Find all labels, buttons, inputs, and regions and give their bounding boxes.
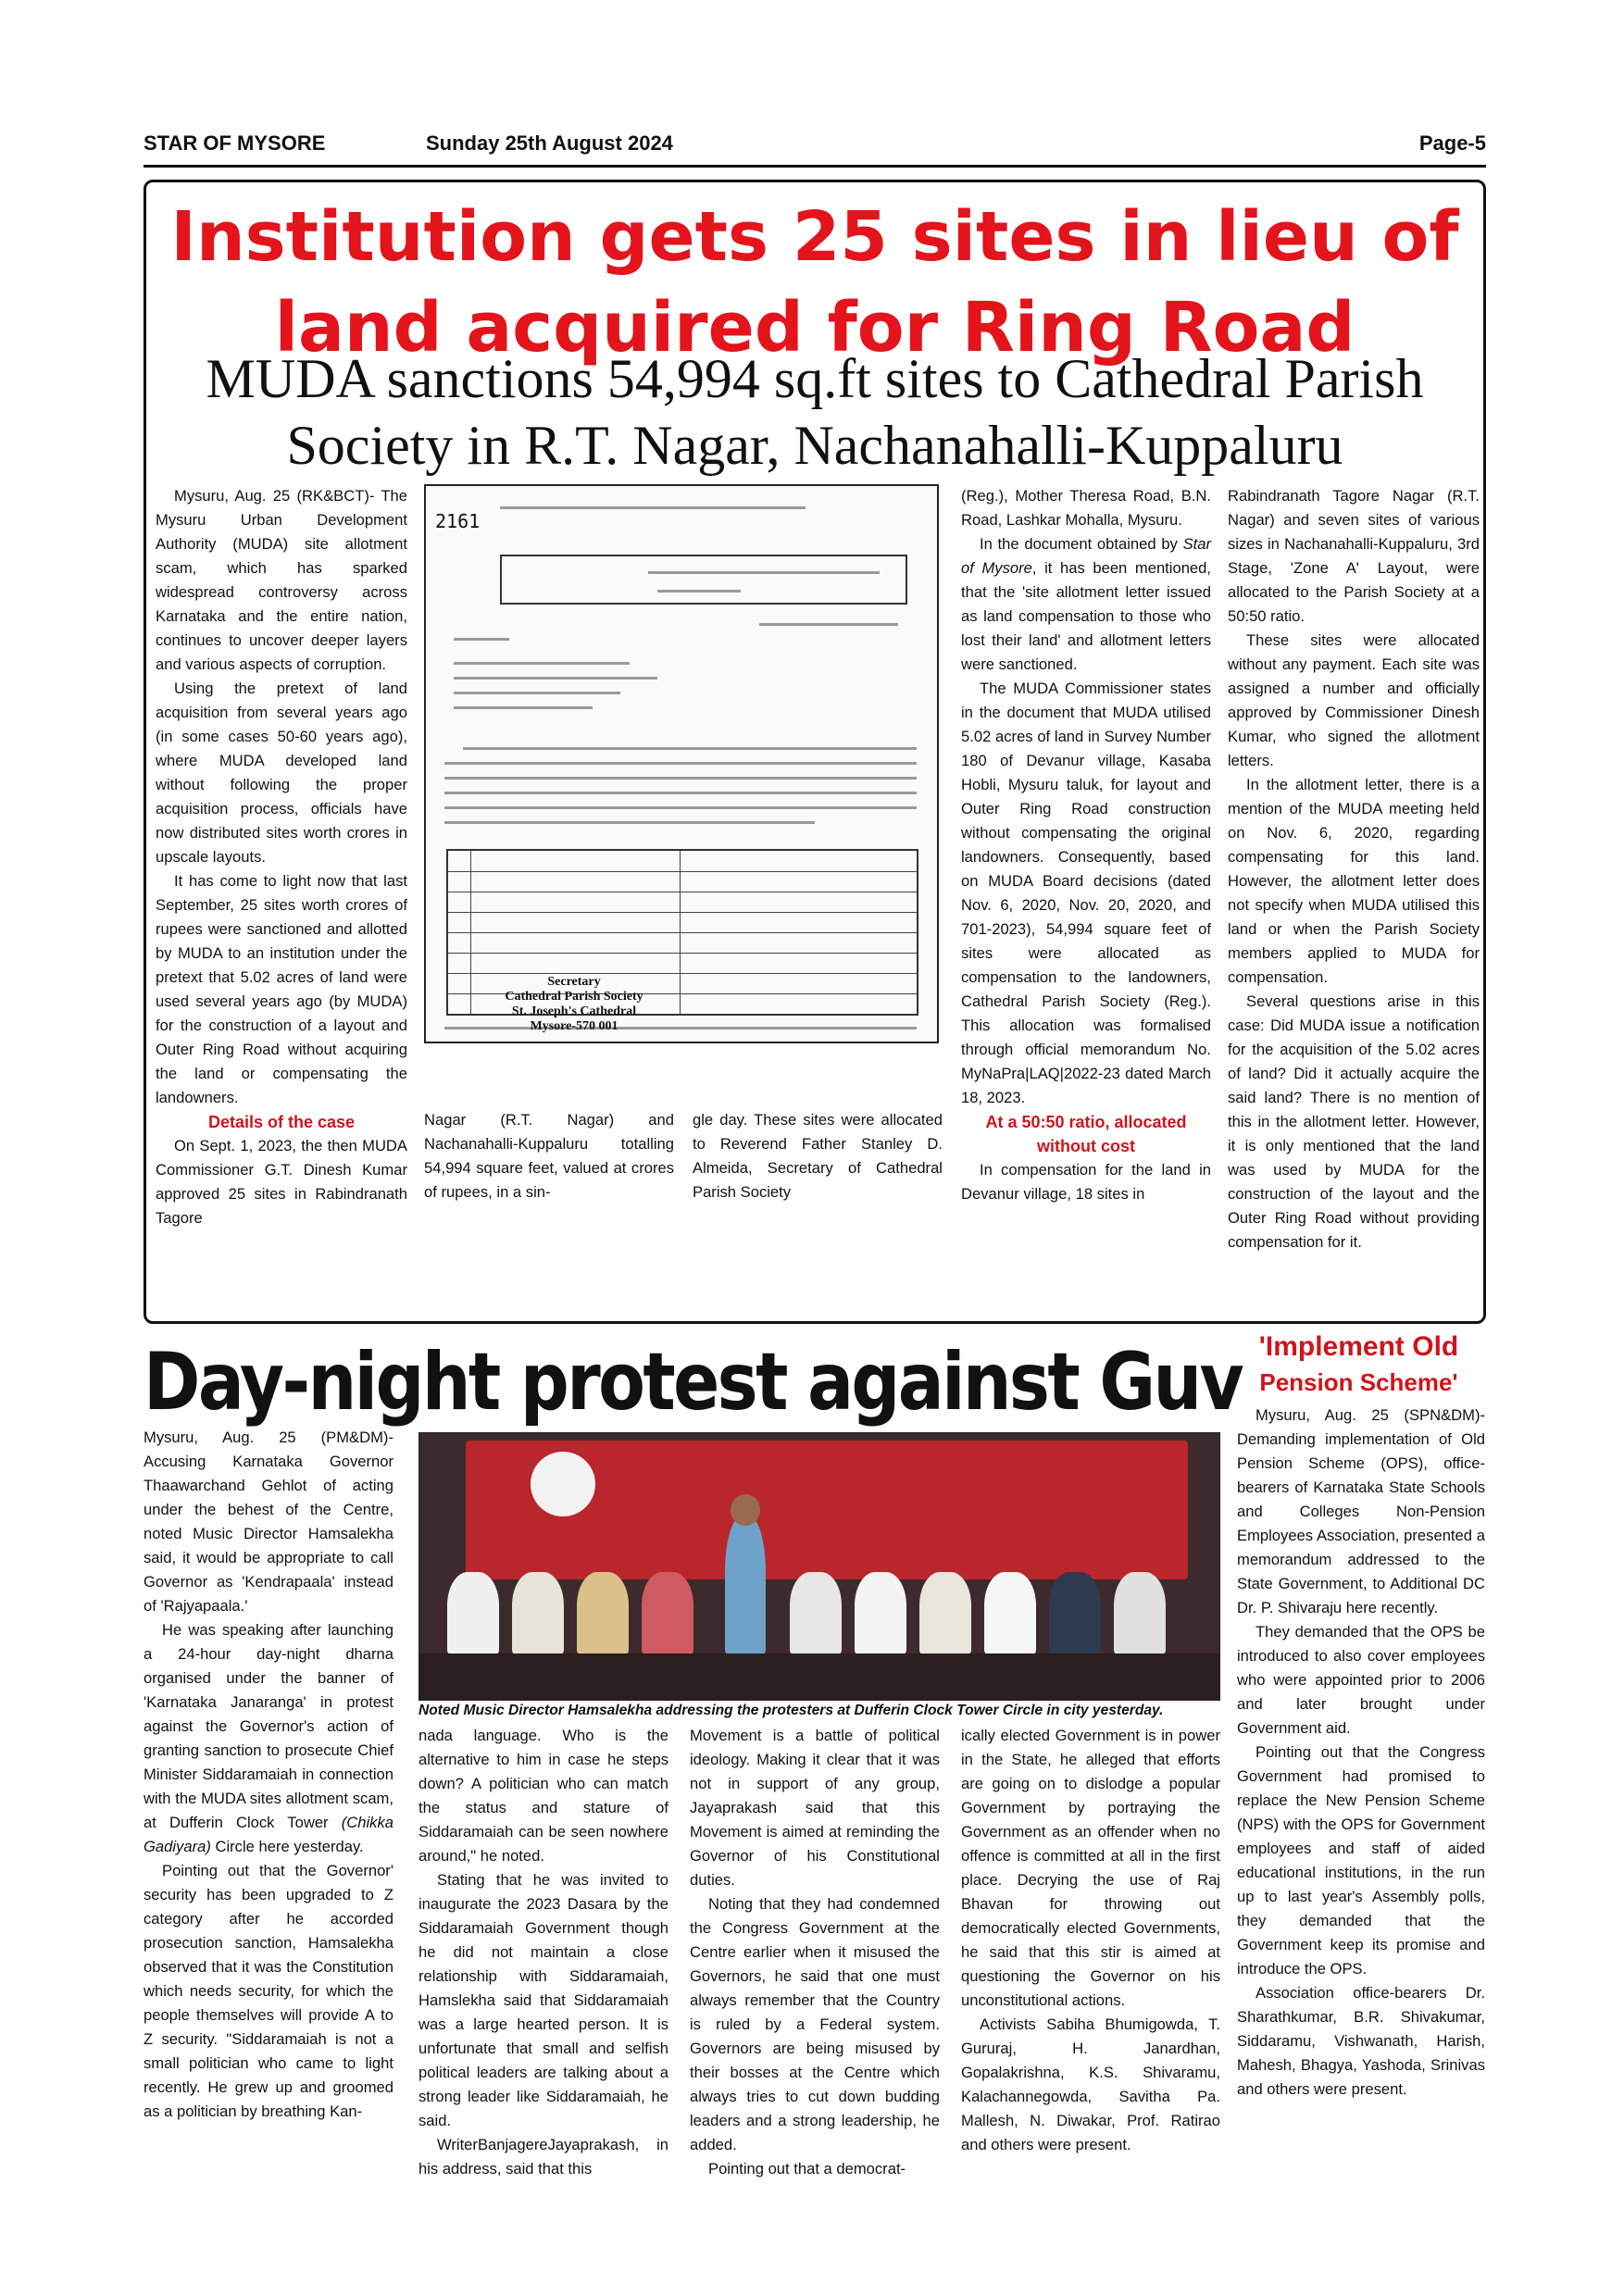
speaker-figure: [725, 1516, 766, 1655]
seated-person: [512, 1572, 564, 1655]
document-text-line: [759, 623, 898, 626]
paragraph: On Sept. 1, 2023, the then MUDA Commissioner G.T. Dinesh Kumar approved 25 sites in Rabindranath Tagore: [156, 1137, 407, 1227]
document-text-line: [444, 821, 815, 824]
document-text-line: [500, 506, 806, 509]
paragraph: It has come to light now that last September, 25 sites worth crores of rupees were sanctioned and allotted by MUDA to an institution under the pretext that 5.02 acres of land were used several years ago (by MUDA) for the construction of a layout and Outer Ring Road without acquiring the land or compensating the landowners.: [156, 872, 407, 1106]
page-number: Page-5: [1418, 131, 1486, 155]
paragraph: The MUDA Commissioner states in the document that MUDA utilised 5.02 acres of land in Survey Number 180 of Devanur village, Kasaba Hobli, Mysuru taluk, for layout and Outer Ring Road construction without compensating the original landowners. Consequently, based on MUDA Board decisions (dated Nov. 6, 2020, Nov. 20, 2020, and 701-2023), 54,994 square feet of sites were allocated as compensation to the landowners, Cathedral Parish Society (Reg.). This allocation was formalised through official memorandum No. MyNaPra|LAQ|2022-23 dated March 18, 2023.: [961, 680, 1211, 1106]
page-header: [144, 131, 1486, 168]
document-heading-box: [500, 555, 907, 605]
header-rule: [144, 165, 1486, 168]
text-run: He was speaking after launching a 24-hour day-night dharna organised under the banner of 'Karnataka Janaranga' in protest against the Governor's action of granting sanction to prosecute Chief Minister Siddaramaiah in connection with the MUDA sites allotment scam, at Dufferin Clock Tower: [144, 1621, 394, 1831]
front-row: [419, 1653, 1219, 1701]
seated-person: [790, 1572, 842, 1655]
paragraph: Pointing out that the Congress Government had promised to replace the New Pension Scheme (NPS) with the OPS for Government employees and staff of aided educational institutions, in the run up to last year's Assembly polls, they demanded that the Government keep its promise and introduce the OPS.: [1237, 1743, 1485, 1978]
document-text-line: [444, 792, 917, 794]
story2-column-1: [144, 1426, 394, 2124]
document-text-line: [444, 806, 917, 809]
seated-person: [447, 1572, 499, 1655]
story1-column-2: [424, 1108, 674, 1204]
seated-person: [642, 1572, 693, 1655]
photo-caption: Noted Music Director Hamsalekha addressing the protesters at Dufferin Clock Tower Circle in city yesterday.: [418, 1703, 1164, 1718]
document-text-line: [648, 571, 880, 574]
document-text-line: [454, 692, 620, 694]
seated-person: [855, 1572, 906, 1655]
paragraph: In the allotment letter, there is a mention of the MUDA meeting held on Nov. 6, 2020, regarding compensating for this land. However, the allotment letter does not specify when MUDA utilised this land or when the Parish Society members applied to MUDA for compensation.: [1228, 776, 1480, 986]
story3-headline-line1: 'Implement Old: [1258, 1331, 1459, 1362]
newspaper-name: STAR OF MYSORE: [144, 131, 326, 155]
allotment-letter-image: [424, 484, 939, 1043]
issue-date: Sunday 25th August 2024: [426, 131, 673, 155]
story2-column-3: [690, 1724, 940, 2181]
seated-person: [577, 1572, 629, 1655]
protest-photo: [418, 1432, 1220, 1701]
seated-person: [1114, 1572, 1166, 1655]
text-run: (Chikka Gadiyara): [144, 1814, 394, 1855]
document-text-line: [454, 662, 630, 665]
story1-column-1: [156, 484, 407, 1230]
text-run: Circle here yesterday.: [215, 1838, 364, 1855]
document-text-line: [657, 590, 741, 593]
story3-column: [1237, 1404, 1485, 2102]
paragraph: WriterBanjagereJayaprakash, in his address, said that this: [418, 2136, 668, 2177]
paragraph: Activists Sabiha Bhumigowda, T. Gururaj, H. Janardhan, Gopalakrishna, K.S. Shivaramu, Kalachannegowda, Savitha Pa. Mallesh, N. Diwakar, Prof. Ratirao and others were present.: [961, 2015, 1220, 2153]
paragraph: nada language. Who is the alternative to him in case he steps down? A politician who can match the status and stature of Siddaramaiah can be seen nowhere around," he noted.: [418, 1727, 668, 1865]
paragraph: These sites were allocated without any payment. Each site was assigned a number and officially approved by Commissioner Dinesh Kumar, who signed the allotment letters.: [1228, 631, 1480, 769]
document-text-line: [463, 747, 917, 750]
section-subhead: Details of the case: [207, 1113, 356, 1131]
paragraph: They demanded that the OPS be introduced to also cover employees who were appointed prior to 2006 and later brought under Government aid.: [1237, 1623, 1485, 1737]
paragraph: Mysuru, Aug. 25 (RK&BCT)- The Mysuru Urban Development Authority (MUDA) site allotment scam, which has sparked widespread controversy across Karnataka and the entire nation, continues to uncover deeper layers and various aspects of corruption.: [156, 487, 407, 673]
story1-column-3: [693, 1108, 943, 1204]
document-text-line: [454, 677, 657, 680]
seated-person: [984, 1572, 1036, 1655]
paragraph: Movement is a battle of political ideology. Making it clear that it was not in support of any group, Jayaprakash said that this Movement is aimed at reminding the Governor of his Constitutional duties.: [690, 1727, 940, 1889]
paragraph: Mysuru, Aug. 25 (PM&DM)- Accusing Karnataka Governor Thaawarchand Gehlot of acting under the behest of the Centre, noted Music Director Hamsalekha said, it would be appropriate to call Governor as 'Kendrapaala' instead of 'Rajyapaala.': [144, 1429, 394, 1615]
publication-name: Star of Mysore: [961, 535, 1211, 577]
story1-subhead-line1: MUDA sanctions 54,994 sq.ft sites to Cathedral Parish: [206, 348, 1424, 409]
paragraph: Nagar (R.T. Nagar) and Nachanahalli-Kuppaluru totalling 54,994 square feet, valued at crores of rupees, in a sin-: [424, 1111, 674, 1201]
paragraph: gle day. These sites were allocated to Reverend Father Stanley D. Almeida, Secretary of Cathedral Parish Society: [693, 1111, 943, 1201]
document-text-line: [454, 638, 509, 641]
secretary-signature-stamp: Secretary Cathedral Parish Society St. Joseph's Cathedral Mysore-570 001: [505, 975, 643, 1033]
paragraph: Several questions arise in this case: Did MUDA issue a notification for the acquisition of the 5.02 acres of land? Did it actually acquire the said land? There is no mention of this in the allotment letter. However, it is only mentioned that the land was used by MUDA for the construction of the layout and the Outer Ring Road without providing compensation for it.: [1228, 992, 1480, 1251]
document-text-line: [444, 777, 917, 780]
paragraph: Noting that they had condemned the Congress Government at the Centre earlier when it misused the Governors, he said that one must always remember that the Country is ruled by a Federal system. Governors are being misused by their bosses at the Centre which always tries to cut down budding leaders and a strong leadership, he added.: [690, 1895, 940, 2153]
story3-headline-line2: Pension Scheme': [1259, 1368, 1458, 1396]
seated-person: [1049, 1572, 1101, 1655]
paragraph: Pointing out that a democrat-: [708, 2160, 906, 2177]
paragraph: Stating that he was invited to inaugurate the 2023 Dasara by the Siddaramaiah Government though he did not maintain a close relationship with Siddaramaiah, Hamslekha said that Siddaramaiah was a large hearted person. It is unfortunate that small and selfish political leaders are talking about a strong leader like Siddaramaiah, he said.: [418, 1871, 668, 2129]
story2-column-4: [961, 1724, 1220, 2157]
person-head: [731, 1494, 760, 1526]
paragraph: Rabindranath Tagore Nagar (R.T. Nagar) and seven sites of various sizes in Nachanahalli-Kuppaluru, 3rd Stage, 'Zone A' Layout, were allocated to the Parish Society at a 50:50 ratio.: [1228, 487, 1480, 625]
story-muda-sites: [144, 180, 1486, 1324]
section-subhead: At a 50:50 ratio, allocated without cost: [985, 1113, 1187, 1155]
story1-headline-line1: Institution gets 25 sites in lieu of: [170, 197, 1459, 277]
paragraph: ically elected Government is in power in the State, he alleged that efforts are going on to dislodge a popular Government by portraying the Government as an offender when no offence is committed at all in the first place. Decrying the use of Raj Bhavan for throwing out democratically elected Governments, he said that this stir is aimed at questioning the Governor on his unconstitutional actions.: [961, 1727, 1220, 2009]
paragraph: (Reg.), Mother Theresa Road, B.N. Road, Lashkar Mohalla, Mysuru.: [961, 487, 1211, 529]
paragraph: Mysuru, Aug. 25 (SPN&DM)- Demanding implementation of Old Pension Scheme (OPS), office-bearers of Karnataka State Schools and Colleges Non-Pension Employees Association, presented a memorandum addressed to the State Government, to Additional DC Dr. P. Shivaraju here recently.: [1237, 1406, 1485, 1616]
text-run: In the document obtained by: [980, 535, 1183, 553]
story2-column-2: [418, 1724, 668, 2181]
seated-person: [919, 1572, 971, 1655]
document-text-line: [444, 762, 917, 765]
text-run: , it has been mentioned, that the 'site allotment letter issued as land compensation to those who lost their land' and allotment letters were sanctioned.: [961, 559, 1211, 673]
story2-headline: Day-night protest against Guv: [144, 1336, 1243, 1429]
paragraph: In compensation for the land in Devanur village, 18 sites in: [961, 1161, 1211, 1203]
story1-subheadline: [146, 345, 1483, 479]
document-number: 2161: [435, 510, 481, 532]
paragraph: [961, 532, 1211, 677]
story1-column-5: [1228, 484, 1480, 1254]
document-text-line: [454, 706, 593, 709]
paragraph: Association office-bearers Dr. Sharathkumar, B.R. Shivakumar, Siddaramu, Vishwanath, Harish, Mahesh, Bhagya, Yashoda, Srinivas and others were present.: [1237, 1984, 1485, 2098]
story1-column-4: [961, 484, 1211, 1206]
paragraph: Pointing out that the Governor' security has been upgraded to Z category after he accorded prosecution sanction, Hamsalekha observed that it was the Constitution which needs security, for which the people themselves will provide A to Z security. "Siddaramaiah is not a small politician who came to light recently. He grew up and groomed as a politician by breathing Kan-: [144, 1862, 394, 2120]
story3-headline: [1227, 1329, 1491, 1400]
fist-emblem-icon: [531, 1452, 595, 1516]
paragraph: [144, 1618, 394, 1859]
story1-subhead-line2: Society in R.T. Nagar, Nachanahalli-Kuppaluru: [286, 415, 1343, 476]
story1-headline-line2: land acquired for Ring Road: [274, 288, 1355, 368]
paragraph: Using the pretext of land acquisition from several years ago (in some cases 50-60 years ago), where MUDA developed land without following the proper acquisition process, officials have now distributed sites worth crores in upscale layouts.: [156, 680, 407, 866]
